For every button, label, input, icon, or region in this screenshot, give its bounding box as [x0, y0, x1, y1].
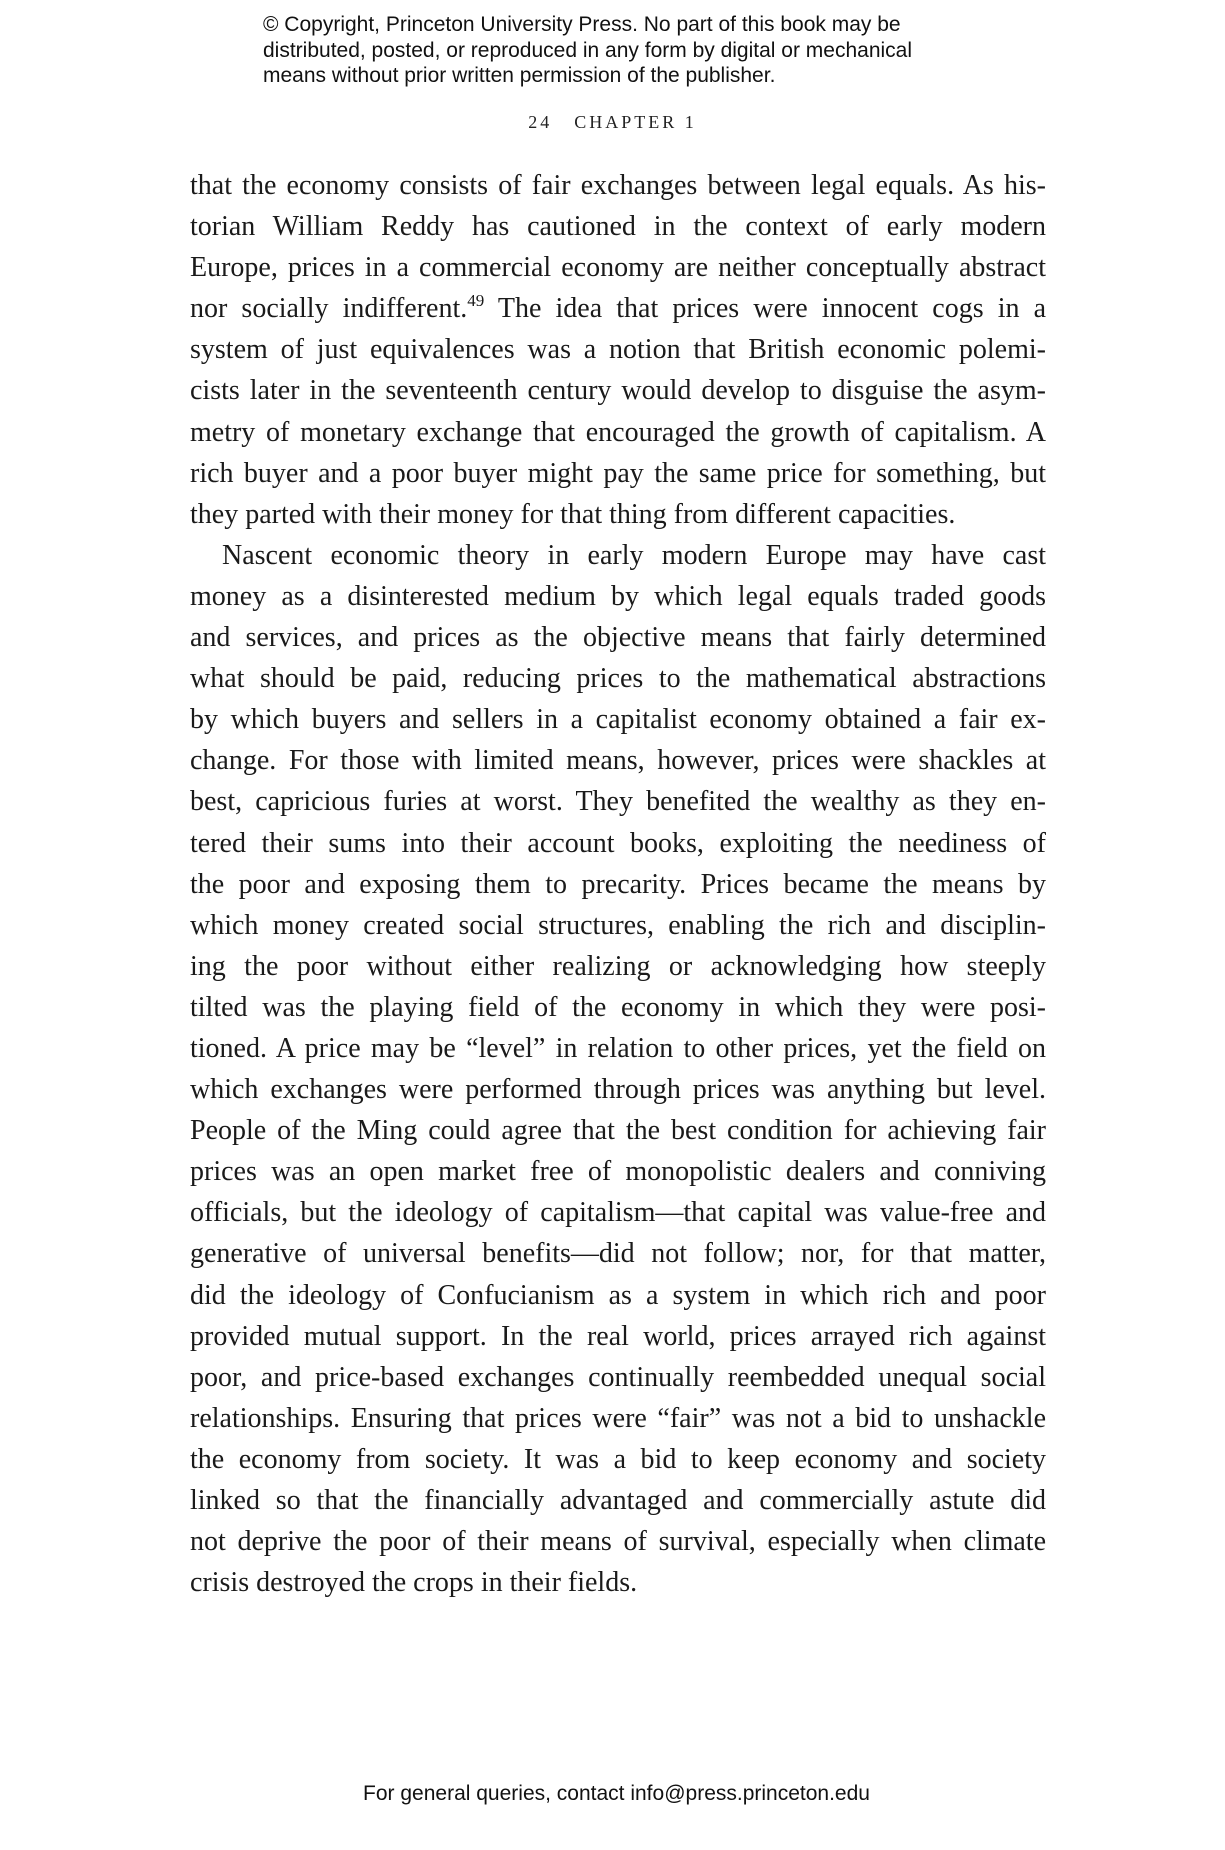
text-line: the economy from society. It was a bid to keep economy and society — [190, 1443, 1046, 1475]
running-head — [0, 112, 1225, 133]
text-line: tilted was the playing field of the economy in which they were posi- — [190, 991, 1046, 1023]
text-line: not deprive the poor of their means of survival, especially when climate — [190, 1526, 1046, 1558]
text-line: which money created social structures, enabling the rich and disciplin- — [190, 909, 1046, 941]
text-line: that the economy consists of fair exchanges between legal equals. As his- — [190, 170, 1046, 201]
text-line: relationships. Ensuring that prices were “fair” was not a bid to unshackle — [190, 1402, 1046, 1434]
text-line: metry of monetary exchange that encouraged the growth of capitalism. A — [190, 416, 1046, 448]
text-line: Europe, prices in a commercial economy are neither conceptually abstract — [190, 252, 1046, 284]
text-line: tioned. A price may be “level” in relation to other prices, yet the field on — [190, 1032, 1046, 1064]
copyright-line: distributed, posted, or reproduced in any form by digital or mechanical — [263, 38, 913, 62]
text-line: best, capricious furies at worst. They benefited the wealthy as they en- — [190, 786, 1046, 818]
text-line: which exchanges were performed through prices was anything but level. — [190, 1074, 1046, 1106]
footer-text: For general queries, contact info@press.princeton.edu — [363, 1782, 870, 1805]
text-line: officials, but the ideology of capitalism—that capital was value-free and — [190, 1197, 1046, 1229]
copyright-notice — [263, 12, 983, 89]
footnote-ref-49[interactable]: 49 — [467, 291, 485, 311]
text-line: and services, and prices as the objective means that fairly determined — [190, 622, 1046, 654]
footer-contact — [0, 1782, 1225, 1806]
text-line: change. For those with limited means, however, prices were shackles at — [190, 745, 1046, 777]
text-line: provided mutual support. In the real world, prices arrayed rich against — [190, 1320, 1046, 1352]
text-line: People of the Ming could agree that the best condition for achieving fair — [190, 1115, 1046, 1147]
text-line: did the ideology of Confucianism as a system in which rich and poor — [190, 1279, 1046, 1311]
text-line: ing the poor without either realizing or acknowledging how steeply — [190, 950, 1046, 982]
text-fragment: The idea that prices were innocent cogs in a — [484, 293, 1046, 325]
page-number: 24 — [528, 112, 553, 132]
text-line: they parted with their money for that thing from different capacities. — [190, 498, 956, 530]
text-line: what should be paid, reducing prices to the mathematical abstractions — [190, 663, 1046, 695]
text-line: system of just equivalences was a notion that British economic polemi- — [190, 334, 1046, 366]
text-line: Nascent economic theory in early modern Europe may have cast — [222, 539, 1046, 571]
text-line: torian William Reddy has cautioned in the context of early modern — [190, 211, 1046, 243]
text-fragment: nor socially indifferent. — [190, 293, 468, 325]
text-line: cists later in the seventeenth century would develop to disguise the asym- — [190, 375, 1046, 407]
text-line: by which buyers and sellers in a capitalist economy obtained a fair ex- — [190, 704, 1046, 736]
copyright-line: means without prior written permission of the publisher. — [263, 64, 776, 87]
text-line — [190, 288, 1046, 329]
text-line: crisis destroyed the crops in their fields. — [190, 1567, 638, 1599]
text-line: generative of universal benefits—did not follow; nor, for that matter, — [190, 1238, 1046, 1270]
text-line: the poor and exposing them to precarity. Prices became the means by — [190, 868, 1046, 900]
body-text — [190, 165, 1046, 1603]
paragraph — [190, 535, 1046, 1603]
text-line: poor, and price-based exchanges continually reembedded unequal social — [190, 1361, 1046, 1393]
text-line: rich buyer and a poor buyer might pay the same price for something, but — [190, 457, 1046, 489]
text-line: linked so that the financially advantaged and commercially astute did — [190, 1485, 1046, 1516]
paragraph — [190, 165, 1046, 535]
copyright-line: © Copyright, Princeton University Press. No part of this book may be — [263, 13, 901, 36]
chapter-label: CHAPTER 1 — [574, 112, 697, 132]
text-line: prices was an open market free of monopolistic dealers and conniving — [190, 1156, 1046, 1188]
text-line: money as a disinterested medium by which legal equals traded goods — [190, 580, 1046, 612]
text-line: tered their sums into their account books, exploiting the neediness of — [190, 827, 1046, 859]
